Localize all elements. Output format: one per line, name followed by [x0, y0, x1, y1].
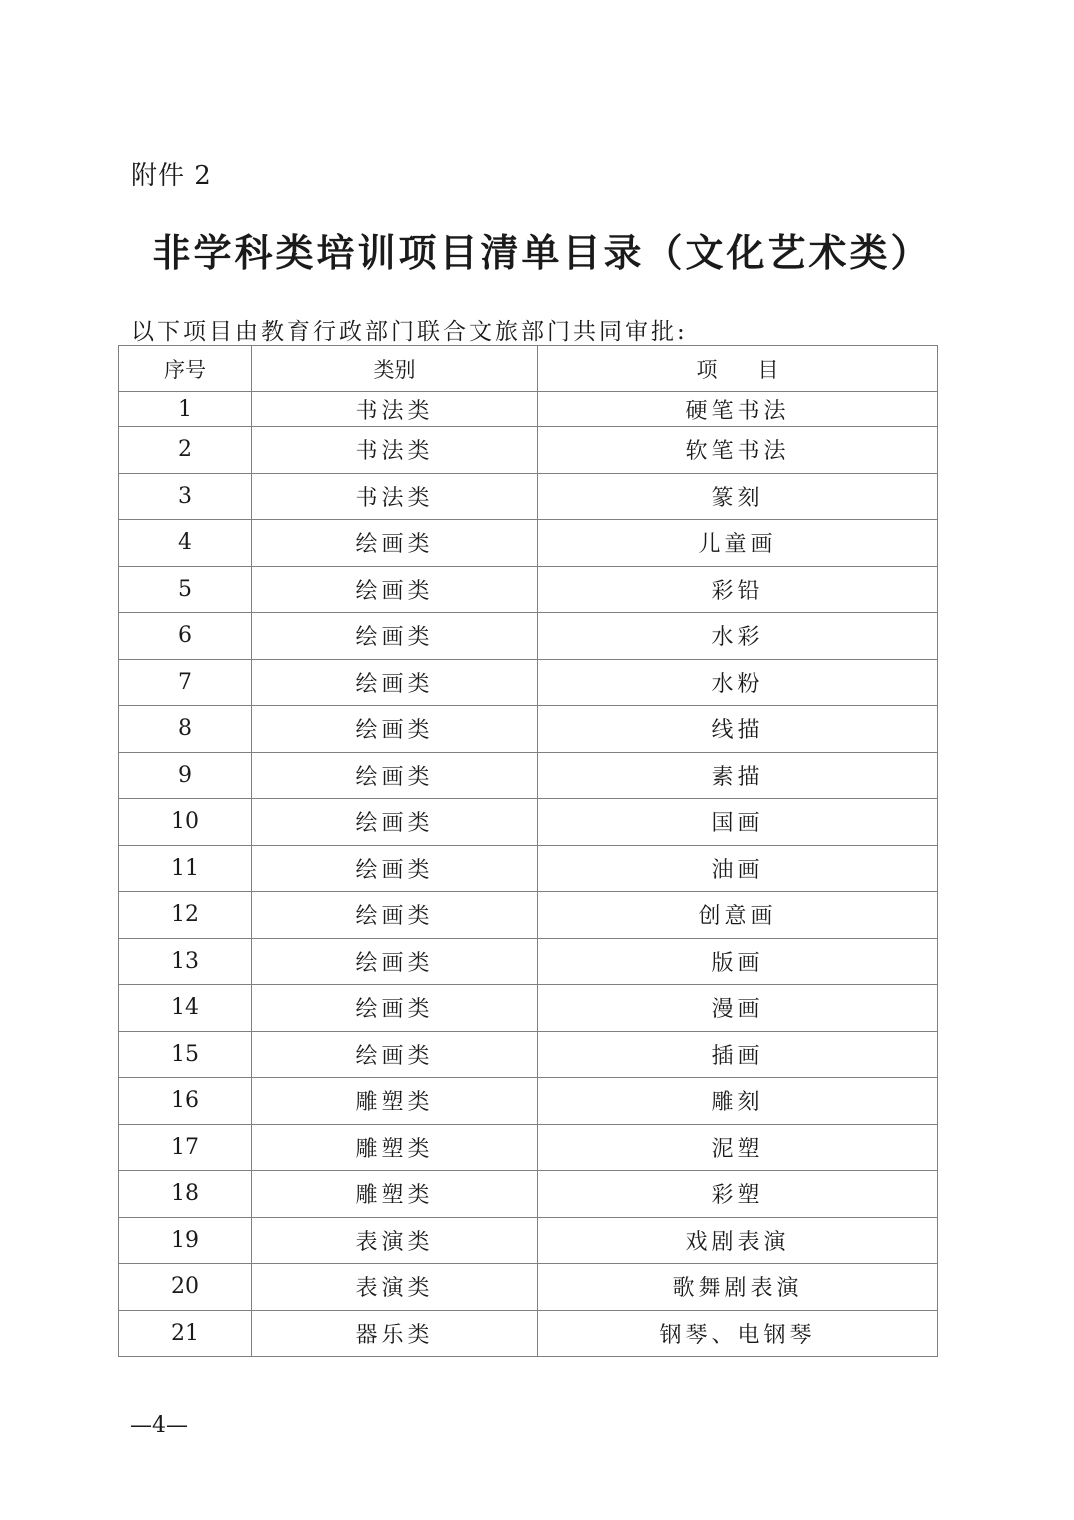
row-item: 水粉 [538, 659, 938, 706]
row-item: 硬笔书法 [538, 392, 938, 427]
row-number: 10 [119, 799, 252, 846]
header-item [538, 346, 938, 392]
row-number: 5 [119, 566, 252, 613]
row-item: 钢琴、电钢琴 [538, 1310, 938, 1357]
table-row [119, 799, 938, 846]
row-category: 绘画类 [252, 752, 538, 799]
row-number: 17 [119, 1124, 252, 1171]
table-row [119, 1124, 938, 1171]
row-number: 19 [119, 1217, 252, 1264]
table-row [119, 938, 938, 985]
row-number: 18 [119, 1171, 252, 1218]
row-item: 油画 [538, 845, 938, 892]
row-category: 绘画类 [252, 799, 538, 846]
row-item: 歌舞剧表演 [538, 1264, 938, 1311]
row-number: 11 [119, 845, 252, 892]
intro-text: 以下项目由教育行政部门联合文旅部门共同审批: [131, 319, 688, 345]
table-row [119, 1264, 938, 1311]
table-row [119, 845, 938, 892]
row-category: 表演类 [252, 1217, 538, 1264]
table-header-row [119, 346, 938, 392]
table-row [119, 427, 938, 474]
row-category: 雕塑类 [252, 1171, 538, 1218]
row-category: 雕塑类 [252, 1078, 538, 1125]
row-number: 16 [119, 1078, 252, 1125]
page-number: —4— [130, 1413, 188, 1438]
row-number: 7 [119, 659, 252, 706]
row-category: 绘画类 [252, 1031, 538, 1078]
row-number: 20 [119, 1264, 252, 1311]
row-number: 9 [119, 752, 252, 799]
table-row [119, 892, 938, 939]
row-item: 泥塑 [538, 1124, 938, 1171]
header-category: 类别 [252, 346, 538, 392]
header-item-left: 项 [696, 357, 718, 382]
row-item: 素描 [538, 752, 938, 799]
row-number: 14 [119, 985, 252, 1032]
table-row [119, 659, 938, 706]
row-item: 彩塑 [538, 1171, 938, 1218]
row-item: 国画 [538, 799, 938, 846]
row-item: 线描 [538, 706, 938, 753]
table-row [119, 1078, 938, 1125]
row-item: 戏剧表演 [538, 1217, 938, 1264]
row-number: 3 [119, 473, 252, 520]
table-row [119, 1031, 938, 1078]
row-number: 15 [119, 1031, 252, 1078]
table-row [119, 1171, 938, 1218]
row-number: 13 [119, 938, 252, 985]
row-category: 书法类 [252, 392, 538, 427]
table-row [119, 706, 938, 753]
row-item: 创意画 [538, 892, 938, 939]
row-category: 书法类 [252, 473, 538, 520]
row-category: 绘画类 [252, 938, 538, 985]
row-number: 6 [119, 613, 252, 660]
row-item: 水彩 [538, 613, 938, 660]
table-row [119, 473, 938, 520]
table-row [119, 1217, 938, 1264]
row-category: 器乐类 [252, 1310, 538, 1357]
table-body [119, 392, 938, 1357]
table-row [119, 752, 938, 799]
row-item: 漫画 [538, 985, 938, 1032]
row-category: 雕塑类 [252, 1124, 538, 1171]
row-category: 绘画类 [252, 706, 538, 753]
row-category: 书法类 [252, 427, 538, 474]
row-number: 21 [119, 1310, 252, 1357]
row-item: 版画 [538, 938, 938, 985]
row-number: 12 [119, 892, 252, 939]
table-row [119, 566, 938, 613]
page-title: 非学科类培训项目清单目录（文化艺术类） [152, 230, 932, 275]
row-category: 绘画类 [252, 566, 538, 613]
row-number: 4 [119, 520, 252, 567]
table-row [119, 1310, 938, 1357]
row-number: 2 [119, 427, 252, 474]
table-row [119, 392, 938, 427]
row-category: 绘画类 [252, 845, 538, 892]
attachment-label: 附件 2 [131, 161, 212, 191]
row-category: 绘画类 [252, 892, 538, 939]
row-number: 8 [119, 706, 252, 753]
row-item: 软笔书法 [538, 427, 938, 474]
row-item: 儿童画 [538, 520, 938, 567]
row-category: 绘画类 [252, 985, 538, 1032]
table-row [119, 985, 938, 1032]
row-item: 彩铅 [538, 566, 938, 613]
project-list-table [118, 345, 938, 1357]
table-row [119, 613, 938, 660]
table-row [119, 520, 938, 567]
row-item: 篆刻 [538, 473, 938, 520]
row-number: 1 [119, 392, 252, 427]
row-category: 绘画类 [252, 613, 538, 660]
header-number: 序号 [119, 346, 252, 392]
row-category: 绘画类 [252, 520, 538, 567]
row-item: 雕刻 [538, 1078, 938, 1125]
row-category: 绘画类 [252, 659, 538, 706]
row-item: 插画 [538, 1031, 938, 1078]
header-item-right: 目 [757, 357, 779, 382]
row-category: 表演类 [252, 1264, 538, 1311]
